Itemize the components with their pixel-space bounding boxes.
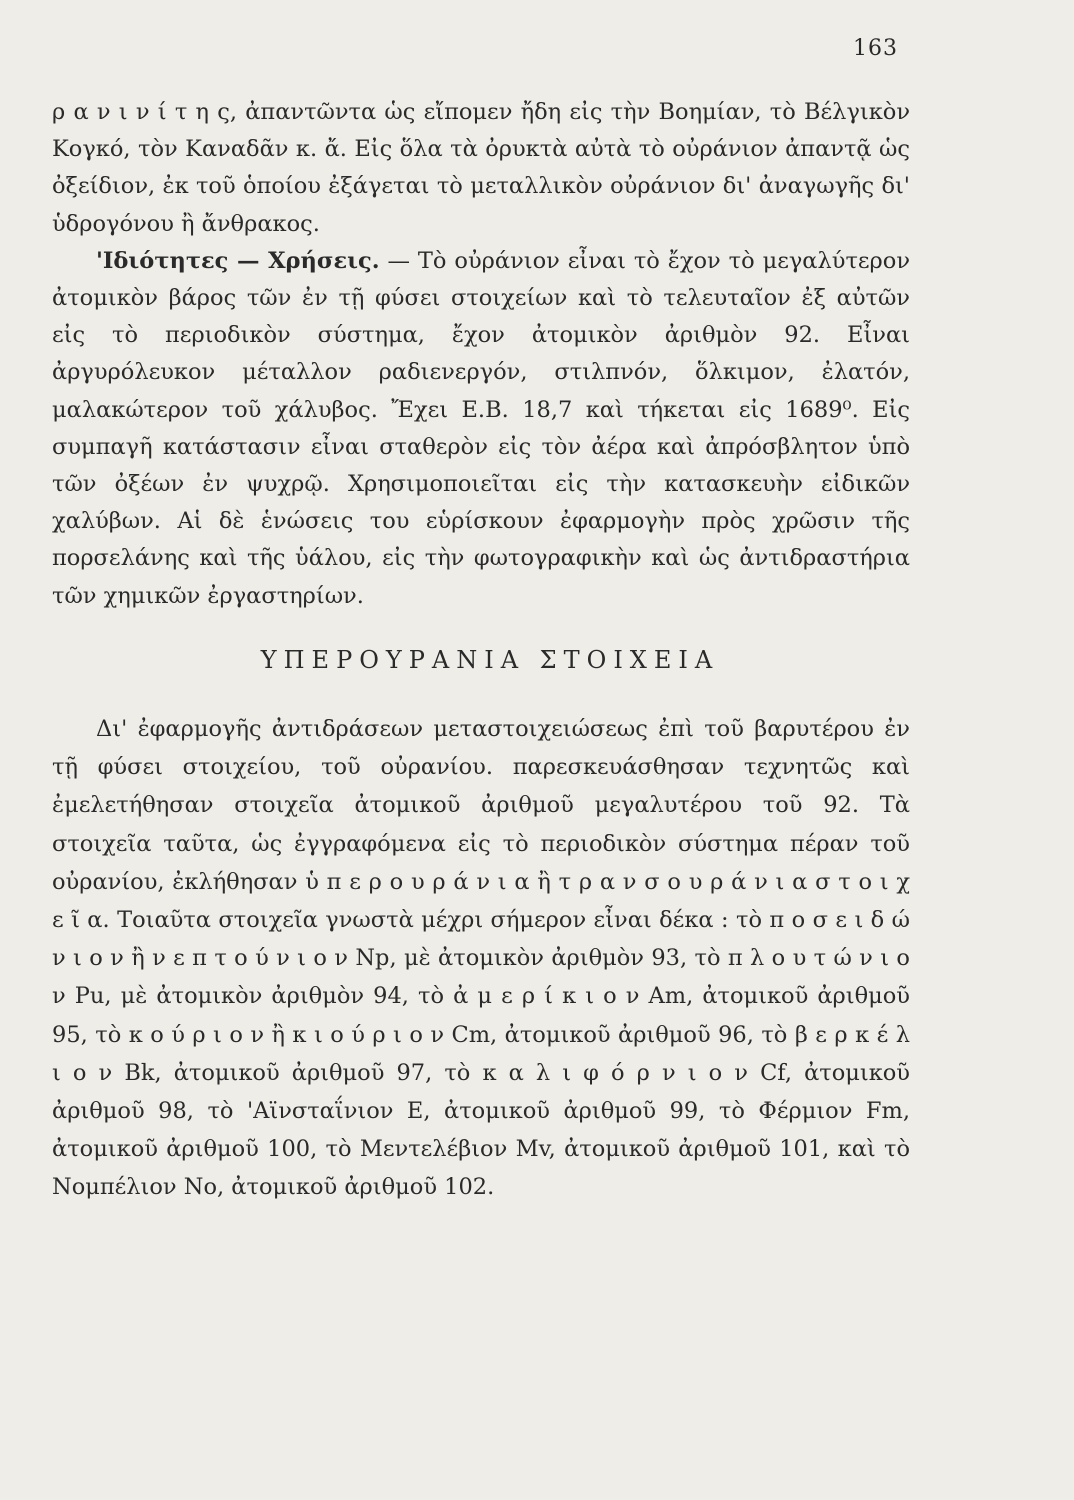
text-run: Cm, ἀτομικοῦ ἀριθμοῦ 96, τὸ <box>444 1021 795 1048</box>
spaced-term: κ ι ο ύ ρ ι ο ν <box>292 1021 445 1048</box>
section-title: ΥΠΕΡΟΥΡΑΝΙΑ ΣΤΟΙΧΕΙΑ <box>260 646 720 674</box>
properties-text: — Τὸ οὐράνιον εἶναι τὸ ἔχον τὸ μεγαλύτερον ἀτομικὸν βάρος τῶν ἐν τῇ φύσει στοιχείων καὶ τὸ τελευταῖον ἐξ αὐτῶν εἰς τὸ περιοδικὸν σύστημα, ἔχον ἀτομικὸν ἀριθμὸν 92. Εἶναι ἀργυρόλευκον μέταλλον ραδιενεργόν, στιλπνόν, ὅλκιμον, ἐλατόν, μαλακώτερον τοῦ χάλυβος. Ἔχει Ε.Β. 18,7 καὶ τήκεται εἰς 1689⁰. Εἰς συμπαγῆ κατάστασιν εἶναι σταθερὸν εἰς τὸν ἀέρα καὶ ἀπρόσβλητον ὑπὸ τῶν ὀξέων ἐν ψυχρῷ. Χρησιμοποιεῖται εἰς τὴν κατασκευὴν εἰδικῶν χαλύβων. Αἱ δὲ ἑνώσεις του εὑρίσκουν ἐφαρμογὴν πρὸς χρῶσιν τῆς πορσελάνης καὶ τῆς ὑάλου, εἰς τὴν φωτογραφικὴν καὶ ὡς ἀντιδραστήρια τῶν χημικῶν ἐργαστηρίων. <box>52 247 910 609</box>
spaced-term: π λ ο υ τ ώ ν ι ο ν <box>52 945 910 1010</box>
text-run: Np, μὲ ἀτομικὸν ἀριθμὸν 93, τὸ <box>347 945 728 972</box>
spaced-term: τ ρ α ν σ ο υ ρ ά ν ι α σ τ ο ι χ ε ῖ α <box>52 868 910 934</box>
spaced-term: ν ε π τ ο ύ ν ι ο ν <box>152 945 348 972</box>
text-run: Cf, ἀτομικοῦ ἀριθμοῦ 98, τὸ 'Αϊνσταΐνιον Ε, ἀτομικοῦ ἀριθμοῦ 99, τὸ Φέρμιον Fm, ἀτομικοῦ ἀριθμοῦ 100, τὸ Μεντελέβιον Mv, ἀτομικοῦ ἀριθμοῦ 101, καὶ τὸ Νομπέλιον No, ἀτομικοῦ ἀριθμοῦ 102. <box>52 1059 910 1201</box>
paragraph-occurrence <box>52 94 910 243</box>
text-run: ἢ <box>264 1021 293 1048</box>
text-run: Am, ἀτομικοῦ ἀριθμοῦ 95, τὸ <box>52 983 910 1048</box>
uranium-text <box>52 94 910 615</box>
spaced-term: π ο σ ε ι δ ώ ν ι ο ν <box>52 907 910 972</box>
text-run: ἢ <box>529 868 559 895</box>
text-run: Δι' ἐφαρμογῆς ἀντιδράσεων μεταστοιχειώσεως ἐπὶ τοῦ βαρυτέρου ἐν τῇ φύσει στοιχείου, τοῦ οὐρανίου. παρεσκευάσθησαν τεχνητῶς καὶ ἐμελετήθησαν στοιχεῖα ἀτομικοῦ ἀριθμοῦ μεγαλυτέρου τοῦ 92. Τὰ στοιχεῖα ταῦτα, ὡς ἐγγραφόμενα εἰς τὸ περιοδικὸν σύστημα πέραν τοῦ οὐρανίου, ἐκλήθησαν <box>52 716 910 895</box>
transuranium-text <box>52 710 910 1207</box>
text-run: . Τοιαῦτα στοιχεῖα γνωστὰ μέχρι σήμερον εἶναι δέκα : τὸ <box>102 907 770 934</box>
paragraph-transuranium <box>52 710 910 1207</box>
spaced-term: κ α λ ι φ ό ρ ν ι ο ν <box>482 1059 748 1086</box>
paragraph-properties <box>52 243 910 615</box>
spaced-term: ἀ μ ε ρ ί κ ι ο ν <box>453 983 640 1010</box>
page-number: 163 <box>853 36 898 61</box>
properties-heading: 'Ιδιότητες — Χρήσεις. <box>96 247 380 274</box>
spaced-term: β ε ρ κ έ λ ι ο ν <box>52 1021 910 1086</box>
spaced-term: ὑ π ε ρ ο υ ρ ά ν ι α <box>305 868 530 895</box>
mineral-name-spaced: ρ α ν ι ν ί τ η ς <box>52 99 230 125</box>
spaced-term: κ ο ύ ρ ι ο ν <box>128 1021 265 1048</box>
text-run: ἢ <box>123 945 153 972</box>
text-run: Bk, ἀτομικοῦ ἀριθμοῦ 97, τὸ <box>112 1059 483 1086</box>
occurrence-text: , ἀπαντῶντα ὡς εἴπομεν ἤδη εἰς τὴν Βοημίαν, τὸ Βέλγικὸν Κογκό, τὸν Καναδᾶν κ. ἄ. Εἰς ὅλα τὰ ὀρυκτὰ αὐτὰ τὸ οὐράνιον ἀπαντᾷ ὡς ὀξείδιον, ἐκ τοῦ ὁποίου ἐξάγεται τὸ μεταλλικὸν οὐράνιον δι' ἀναγωγῆς δι' ὑδρογόνου ἢ ἄνθρακος. <box>52 99 910 237</box>
text-run: Pu, μὲ ἀτομικὸν ἀριθμὸν 94, τὸ <box>65 983 454 1010</box>
